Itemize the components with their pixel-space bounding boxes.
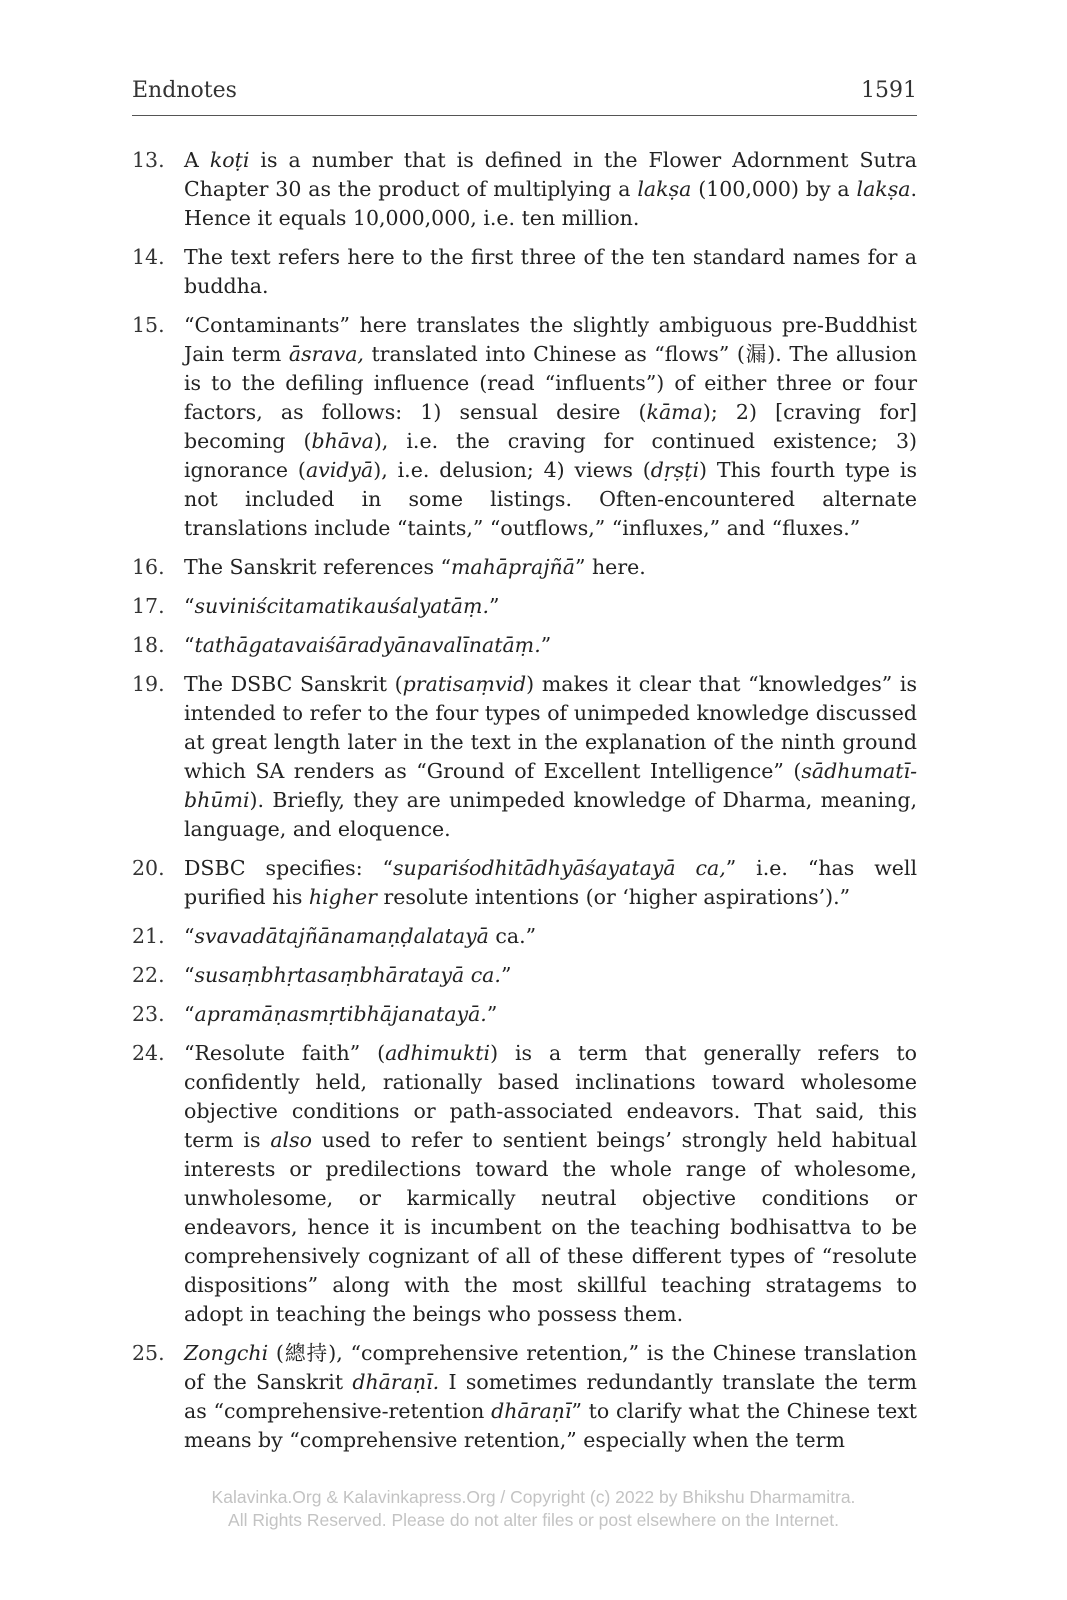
section-title: Endnotes (132, 78, 237, 103)
header-rule (132, 115, 917, 116)
endnote-number: 18. (132, 633, 165, 657)
endnote (132, 670, 917, 844)
endnote-text (184, 631, 917, 660)
text-run: I sometimes redundantly translate the term as “comprehensive-retention (184, 1370, 917, 1423)
text-run: “ (184, 1002, 195, 1026)
italic-term: adhimukti (385, 1041, 491, 1065)
text-run: “ (184, 633, 195, 657)
text-run: translated into Chinese as “flows” (漏). The allusion is to the defiling influence (read “influents”) of either three or four factors, as follows: 1) sensual desire ( (184, 342, 918, 424)
text-run: . Hence it equals 10,000,000, i.e. ten million. (184, 177, 917, 230)
text-run: ” (500, 963, 512, 987)
copyright-footer (0, 1486, 1067, 1532)
endnote-text (184, 592, 917, 621)
endnote (132, 961, 917, 990)
page-number: 1591 (861, 78, 917, 103)
text-run: “Resolute faith” ( (184, 1041, 386, 1065)
text-run: “ (184, 594, 195, 618)
endnote-number: 17. (132, 594, 165, 618)
endnote-text (184, 553, 917, 582)
endnote-text (184, 961, 917, 990)
italic-term: bhāva (311, 429, 374, 453)
endnote (132, 311, 917, 543)
endnote-text (184, 243, 917, 301)
italic-term: koṭi (209, 148, 250, 172)
italic-term: avidyā (305, 458, 374, 482)
endnote-text (184, 311, 917, 543)
italic-term: dhāraṇī. (352, 1370, 440, 1394)
endnote (132, 1039, 917, 1329)
italic-term: āsrava, (288, 342, 364, 366)
text-run: ). Briefly, they are unimpeded knowledge of Dharma, meaning, language, and eloquence. (184, 788, 917, 841)
text-run: ) This fourth type is not included in some listings. Often-encountered alternate translations include “taints,” “outflows,” “influxes,” and “fluxes.” (184, 458, 917, 540)
text-run: ” to clarify what the Chinese text means by “comprehensive retention,” especially when the term (184, 1399, 918, 1452)
footer-line-1: Kalavinka.Org & Kalavinkapress.Org / Copyright (c) 2022 by Bhikshu Dharmamitra. (211, 1487, 856, 1507)
endnote (132, 922, 917, 951)
text-run: “ (184, 924, 195, 948)
italic-term: higher (308, 885, 377, 909)
endnote-number: 15. (132, 313, 165, 337)
text-run: is a number that is defined in the Flower Adornment Sutra Chapter 30 as the product of multiplying a (184, 148, 917, 201)
text-run: ” (489, 594, 500, 618)
text-run: (總持), “comprehensive retention,” is the Chinese translation of the Sanskrit (184, 1341, 917, 1394)
endnote-text (184, 922, 917, 951)
endnote (132, 631, 917, 660)
italic-term: lakṣa (856, 177, 911, 201)
text-run: “Contaminants” here translates the slightly ambiguous pre-Buddhist Jain term (184, 313, 917, 366)
endnote (132, 592, 917, 621)
text-run: ” (540, 633, 552, 657)
text-run: ) is a term that generally refers to confidently held, rationally based inclinations toward wholesome objective conditions or path-associated endeavors. That said, this term is (184, 1041, 918, 1152)
endnote-number: 21. (132, 924, 165, 948)
endnote-text (184, 1039, 917, 1329)
italic-term: susaṃbhṛtasaṃbhāratayā ca. (194, 963, 501, 987)
endnote-number: 22. (132, 963, 165, 987)
text-run: used to refer to sentient beings’ strongly held habitual interests or predilections toward the whole range of wholesome, unwholesome, or karmically neutral objective conditions or endeavors, hence it is incumbent on the teaching bodhisattva to be comprehensively cognizant of all of these different types of “resolute dispositions” along with the most skillful teaching stratagems to adopt in teaching the beings who possess them. (184, 1128, 917, 1326)
text-run: ” (486, 1002, 498, 1026)
text-run: ), i.e. delusion; 4) views ( (373, 458, 651, 482)
endnote (132, 1000, 917, 1029)
text-run: (100,000) by a (691, 177, 857, 201)
endnote (132, 1339, 917, 1455)
endnote (132, 854, 917, 912)
italic-term: Zongchi (184, 1341, 269, 1365)
endnote-text (184, 146, 917, 233)
endnote (132, 146, 917, 233)
text-run: ” here. (574, 555, 646, 579)
endnote-number: 24. (132, 1041, 165, 1065)
endnote-number: 16. (132, 555, 165, 579)
endnote-number: 13. (132, 148, 165, 172)
italic-term: svavadātajñānamaṇḍalatayā (194, 924, 489, 948)
italic-term: lakṣa (637, 177, 692, 201)
endnote (132, 553, 917, 582)
italic-term: suviniścitamatikauśalyatāṃ. (194, 594, 490, 618)
italic-term: mahāprajñā (450, 555, 575, 579)
italic-term: supariśodhitādhyāśayatayā ca, (393, 856, 726, 880)
text-run: resolute intentions (or ‘higher aspirations’).” (376, 885, 851, 909)
endnotes-list (132, 146, 917, 1465)
text-run: ) makes it clear that “knowledges” is intended to refer to the four types of unimpeded knowledge discussed at great length later in the text in the explanation of the ninth ground which SA renders as “Ground of Excellent Intelligence” ( (184, 672, 918, 783)
endnote-text (184, 1000, 917, 1029)
text-run: “ (184, 963, 195, 987)
endnote-number: 14. (132, 245, 165, 269)
italic-term: pratisaṃvid (402, 672, 527, 696)
text-run: A (184, 148, 210, 172)
endnote-number: 25. (132, 1341, 165, 1365)
italic-term: kāma (646, 400, 703, 424)
italic-term: sādhumatī-bhūmi (184, 759, 917, 812)
text-run: ” i.e. “has well purified his (184, 856, 918, 909)
text-run: The text refers here to the first three of the ten standard names for a buddha. (184, 245, 917, 298)
endnote-text (184, 670, 917, 844)
italic-term: also (270, 1128, 312, 1152)
endnote-number: 23. (132, 1002, 165, 1026)
running-header (132, 78, 917, 103)
endnote-text (184, 854, 917, 912)
endnote-text (184, 1339, 917, 1455)
text-run: DSBC specifies: “ (184, 856, 394, 880)
italic-term: dṛṣṭi (650, 458, 700, 482)
endnote (132, 243, 917, 301)
text-run: ca.” (488, 924, 537, 948)
text-run: ), i.e. the craving for continued existence; 3) ignorance ( (184, 429, 917, 482)
text-run: The Sanskrit references “ (184, 555, 451, 579)
italic-term: tathāgatavaiśāradyānavalīnatāṃ. (194, 633, 541, 657)
italic-term: dhāraṇī (491, 1399, 572, 1423)
footer-line-2: All Rights Reserved. Please do not alter files or post elsewhere on the Internet. (228, 1510, 839, 1530)
text-run: ); 2) [craving for] becoming ( (184, 400, 917, 453)
text-run: The DSBC Sanskrit ( (184, 672, 403, 696)
endnote-number: 20. (132, 856, 165, 880)
italic-term: apramāṇasmṛtibhājanatayā. (194, 1002, 487, 1026)
endnote-number: 19. (132, 672, 165, 696)
